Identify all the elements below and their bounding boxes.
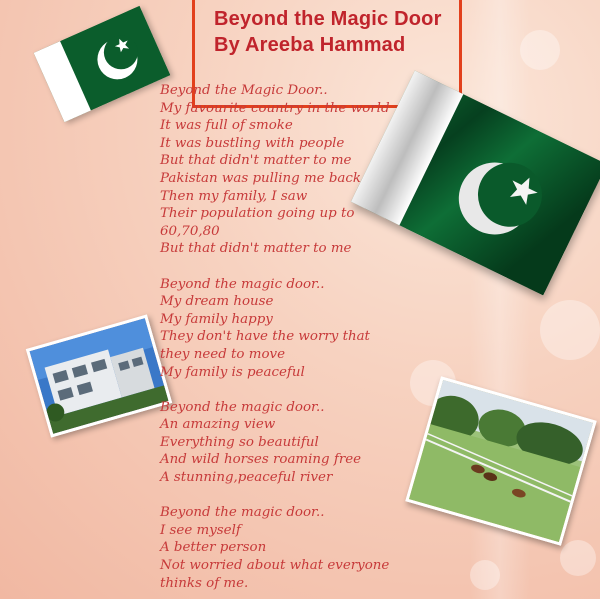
poem-line: It was bustling with people — [160, 135, 345, 151]
stanza-gap — [160, 487, 460, 505]
poem-line: Pakistan was pulling me back — [160, 170, 362, 186]
poem-line: Beyond the Magic Door.. — [160, 83, 328, 98]
stanza-gap — [160, 258, 460, 276]
poem-line: My dream house — [160, 294, 274, 310]
poem-line: But that didn't matter to me — [160, 241, 352, 257]
poem — [160, 82, 460, 592]
author-line: By Areeba Hammad — [214, 34, 406, 56]
pakistan-flag-icon — [34, 6, 171, 123]
poem-line: Beyond the magic door.. — [160, 505, 325, 521]
poem-line: Everything so beautiful — [160, 434, 319, 450]
bokeh-light — [560, 540, 596, 576]
pakistan-flag-small — [34, 6, 171, 123]
poem-line: 60,70,80 — [160, 223, 220, 239]
poem-line: A stunning,peaceful river — [160, 470, 333, 486]
poem-line: Not worried about what everyone — [160, 558, 390, 574]
poem-line: My favourite country in the world — [160, 100, 390, 116]
stanza-gap — [160, 381, 460, 399]
poem-line: thinks of me. — [160, 575, 249, 591]
house-photo — [26, 314, 172, 437]
poem-line: It was full of smoke — [160, 118, 293, 134]
house-image — [29, 318, 168, 434]
poem-line: An amazing view — [160, 417, 276, 433]
poem-line: And wild horses roaming free — [160, 452, 362, 468]
page-title: Beyond the Magic Door — [214, 8, 442, 30]
bokeh-light — [540, 300, 600, 360]
poem-line: My family is peaceful — [160, 364, 305, 380]
poem-line: Their population going up to — [160, 206, 355, 222]
poem-line: Beyond the magic door.. — [160, 276, 325, 292]
poem-line: I see myself — [160, 522, 241, 538]
poem-line: they need to move — [160, 346, 286, 362]
poem-line: A better person — [160, 540, 267, 556]
poem-line: But that didn't matter to me — [160, 153, 352, 169]
poem-line: Beyond the magic door.. — [160, 399, 325, 415]
poem-line: They don't have the worry that — [160, 329, 370, 345]
poem-line: Then my family, I saw — [160, 188, 308, 204]
poem-line: My family happy — [160, 311, 273, 327]
